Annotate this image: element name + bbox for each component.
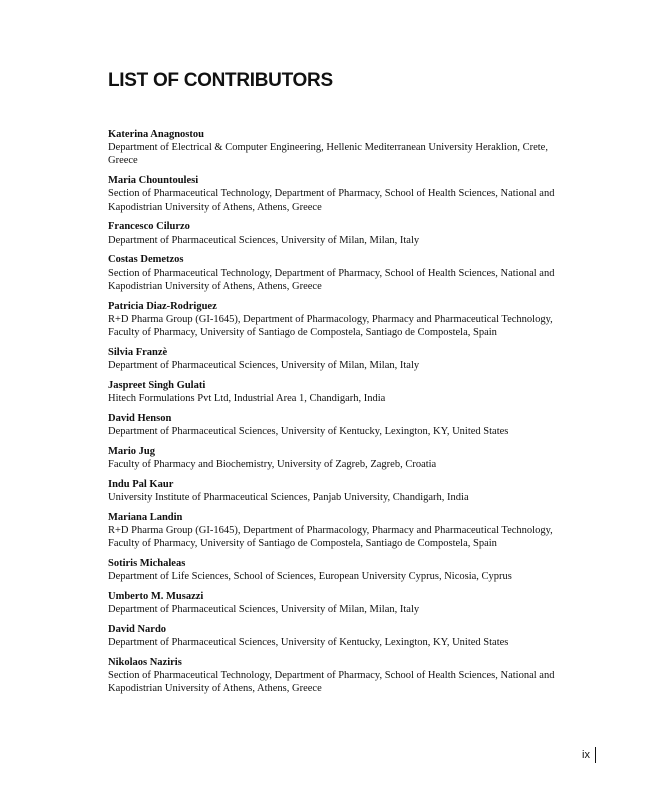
contributor-name: Maria Chountoulesi <box>108 175 199 187</box>
contributor-name: Patricia Diaz-Rodriguez <box>108 300 217 312</box>
contributor-entry <box>108 656 578 696</box>
contributor-list <box>108 128 578 702</box>
contributor-name: Francesco Cilurzo <box>108 221 190 233</box>
contributor-affiliation: R+D Pharma Group (GI-1645), Department of Pharmacology, Pharmacy and Pharmaceutical Technology, Faculty of Pharmacy, University of Santiago de Compostela, Santiago de Compostela, Spain <box>108 313 553 339</box>
page-title: LIST OF CONTRIBUTORS <box>108 70 333 91</box>
contributor-affiliation: Department of Electrical & Computer Engineering, Hellenic Mediterranean University Heraklion, Crete, Greece <box>108 142 548 167</box>
contributor-affiliation: Section of Pharmaceutical Technology, Department of Pharmacy, School of Health Sciences, National and Kapodistrian University of Athens, Athens, Greece <box>108 267 555 292</box>
contributor-name: Umberto M. Musazzi <box>108 591 204 603</box>
contributor-entry <box>108 300 578 340</box>
contributor-entry <box>108 412 578 438</box>
contributor-name: Indu Pal Kaur <box>108 478 174 490</box>
contributor-entry <box>108 220 578 246</box>
contributor-name: David Nardo <box>108 624 167 636</box>
contributor-name: Mariana Landin <box>108 511 183 523</box>
contributor-affiliation: Department of Pharmaceutical Sciences, University of Kentucky, Lexington, KY, United States <box>108 426 509 438</box>
contributor-affiliation: University Institute of Pharmaceutical Sciences, Panjab University, Chandigarh, India <box>108 492 469 504</box>
contributor-affiliation: Department of Pharmaceutical Sciences, University of Milan, Milan, Italy <box>108 604 420 616</box>
contributor-affiliation: Department of Pharmaceutical Sciences, University of Milan, Milan, Italy <box>108 234 420 246</box>
contributor-name: Jaspreet Singh Gulati <box>108 379 206 391</box>
contributor-name: Silvia Franzè <box>108 346 168 358</box>
contributor-affiliation: Department of Life Sciences, School of Sciences, European University Cyprus, Nicosia, Cyprus <box>108 571 512 583</box>
contributor-entry <box>108 478 578 504</box>
contributor-name: Katerina Anagnostou <box>108 129 204 140</box>
contributor-name: Costas Demetzos <box>108 254 184 266</box>
contributor-name: Sotiris Michaleas <box>108 558 186 570</box>
contributor-entry <box>108 445 578 471</box>
contributor-entry <box>108 623 578 649</box>
contributor-name: Mario Jug <box>108 445 155 457</box>
contributor-entry <box>108 128 578 168</box>
contributor-affiliation: Department of Pharmaceutical Sciences, University of Milan, Milan, Italy <box>108 360 420 372</box>
contributor-name: Nikolaos Naziris <box>108 657 182 669</box>
contributor-entry <box>108 590 578 616</box>
contributor-affiliation: Faculty of Pharmacy and Biochemistry, University of Zagreb, Zagreb, Croatia <box>108 459 437 471</box>
contributor-affiliation: Department of Pharmaceutical Sciences, University of Kentucky, Lexington, KY, United States <box>108 637 509 649</box>
contributor-entry <box>108 379 578 405</box>
contributor-entry <box>108 557 578 583</box>
contributor-name: David Henson <box>108 412 172 424</box>
contributor-affiliation: R+D Pharma Group (GI-1645), Department of Pharmacology, Pharmacy and Pharmaceutical Technology, Faculty of Pharmacy, University of Santiago de Compostela, Santiago de Compostela, Spain <box>108 525 553 550</box>
page-number: ix <box>582 747 596 763</box>
contributor-entry <box>108 346 578 372</box>
contributor-affiliation: Section of Pharmaceutical Technology, Department of Pharmacy, School of Health Sciences, National and Kapodistrian University of Athens, Athens, Greece <box>108 188 555 213</box>
contributor-affiliation: Hitech Formulations Pvt Ltd, Industrial Area 1, Chandigarh, India <box>108 393 386 405</box>
contributor-affiliation: Section of Pharmaceutical Technology, Department of Pharmacy, School of Health Sciences, National and Kapodistrian University of Athens, Athens, Greece <box>108 670 555 695</box>
contributor-entry <box>108 174 578 214</box>
contributor-entry <box>108 511 578 551</box>
contributor-entry <box>108 253 578 293</box>
